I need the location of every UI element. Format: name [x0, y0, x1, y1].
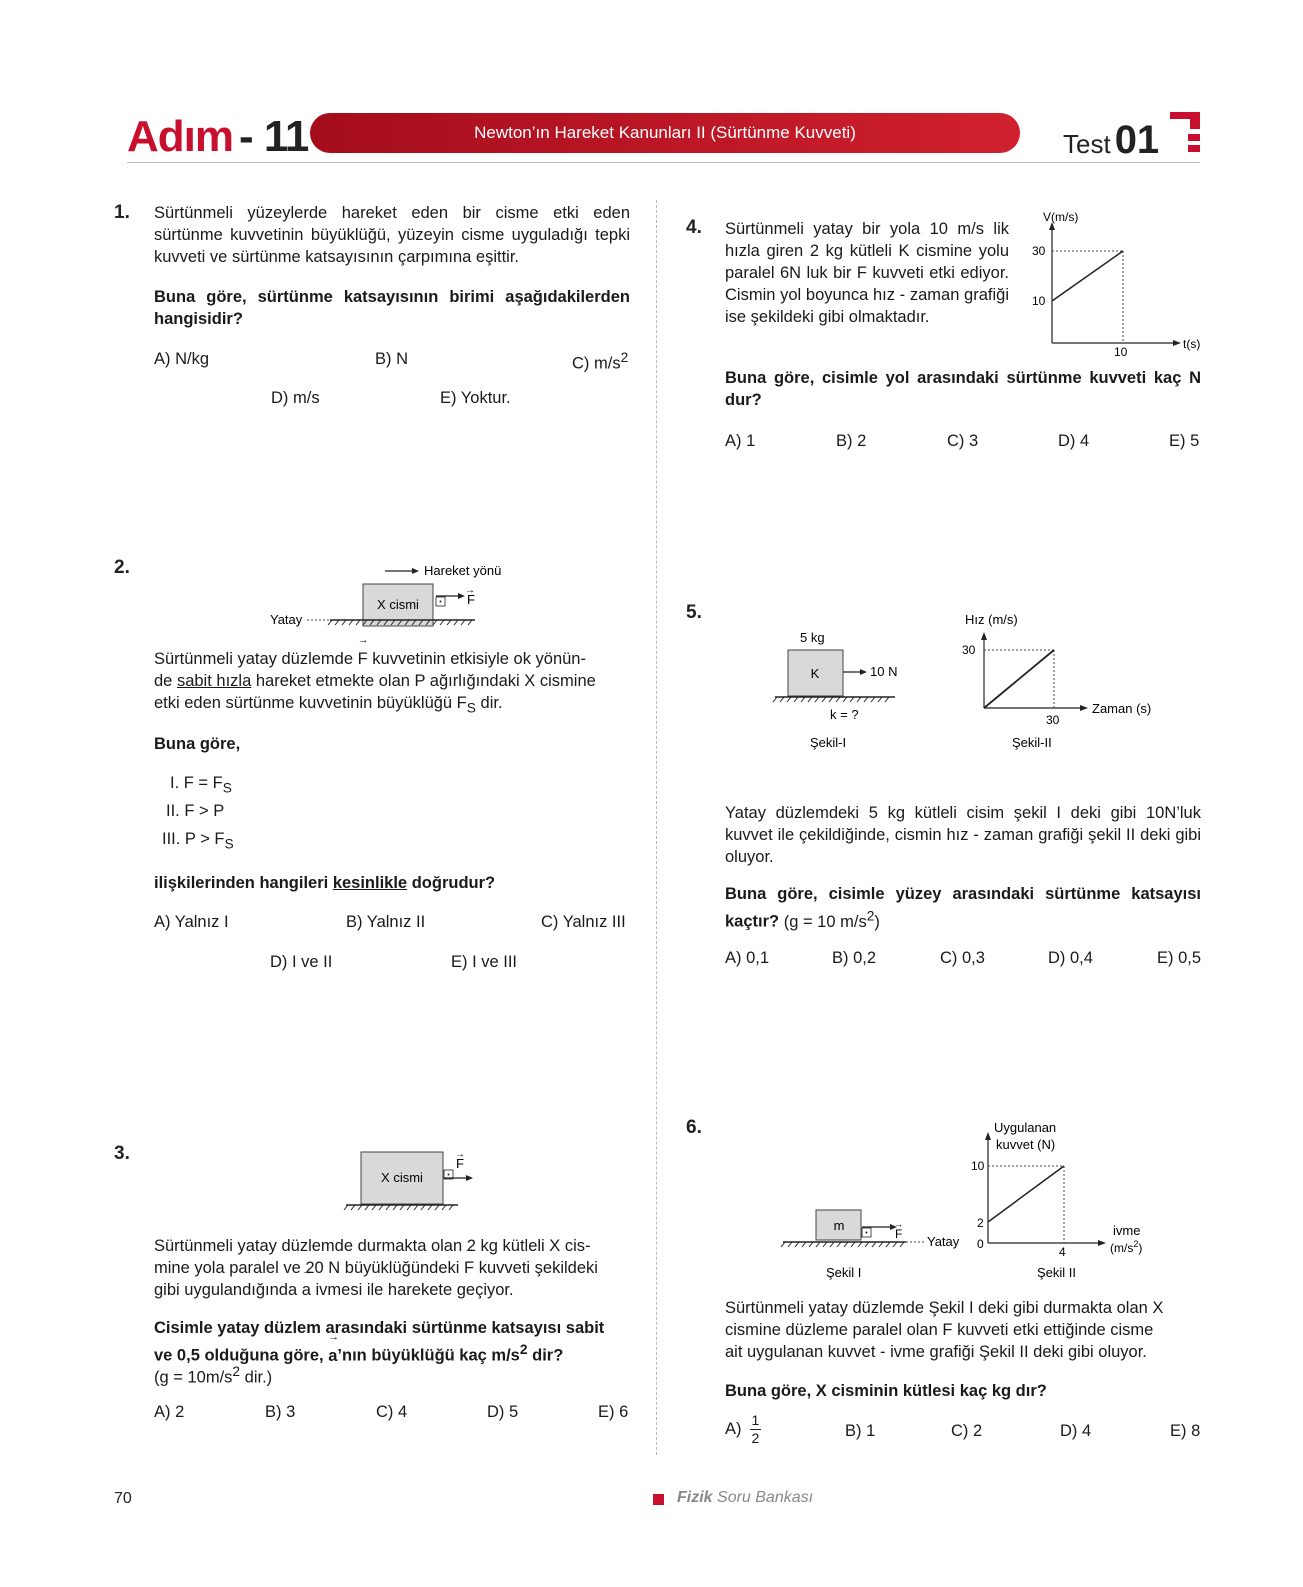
q6-fig2-ylabel1: Uygulanan [994, 1120, 1057, 1135]
question-3-number: 3. [114, 1143, 130, 1164]
q6-fig2-origin: 0 [977, 1237, 984, 1251]
q4-graph-xlabel: t(s) [1183, 337, 1201, 351]
svg-text:→: → [894, 1219, 903, 1229]
q3-option-d[interactable]: D) 5 [487, 1403, 519, 1421]
logo-number: - 11 [239, 112, 309, 161]
q2-prompt: ilişkilerinden hangileri kesinlikle doğrudur? [154, 874, 496, 892]
q3-option-b[interactable]: B) 3 [265, 1403, 296, 1421]
q3-figure [340, 1140, 490, 1220]
q6-fig1-box: m [833, 1218, 845, 1233]
question-4-text: Sürtünmeli yatay bir yola 10 m/s lik hızla giren 2 kg kütleli K cismine yolu paralel 6N luk bir F kuvveti etki ediyor. Cismin yol boyunca hız - zaman grafiği ise şekildeki gibi olmaktadır. [725, 220, 1009, 326]
test-mark-icon [1170, 112, 1200, 152]
q2-statement-1: I. $F = F_S$ [170, 774, 232, 796]
chapter-banner [310, 113, 1020, 153]
question-1-number: 1. [114, 202, 130, 223]
q6-option-a[interactable]: A) 1 2 [725, 1412, 760, 1446]
question-3-text: Sürtünmeli yatay düzlemde durmakta olan 2 kg kütleli X cis- mine yola paralel ve 20 N büyüklüğündeki → F kuvveti şekildeki gibi uygulandığında → a ivmesi ile harekete geçiyor. [154, 1235, 634, 1301]
q5-fig1-k: k = ? [830, 707, 859, 722]
q2-fig-force: F [467, 592, 475, 607]
q3-fig-box: X cismi [381, 1170, 423, 1185]
q5-fig2-xtick: 30 [1046, 713, 1060, 727]
q5-figure-2 [960, 610, 1160, 760]
q4-velocity-graph [1025, 208, 1205, 358]
question-2-text: Sürtünmeli yatay düzlemde → F kuvvetinin etkisiyle ok yönün- de sabit hızla hareket etmekte olan P ağırlığındaki X cismine etki eden sürtünme kuvvetinin büyüklüğü $F_S$ dir. [154, 648, 634, 719]
q5-fig2-xlabel: Zaman (s) [1092, 701, 1152, 716]
svg-text:→: → [455, 1149, 465, 1160]
q6-figure-2 [960, 1118, 1180, 1288]
question-3-prompt: Cisimle yatay düzlem arasındaki sürtünme katsayısı sabit ve 0,5 olduğuna göre, → a’nın büyüklüğü kaç $m/s^2$ dir? [154, 1317, 634, 1367]
q6-fig2-ylow: 2 [977, 1216, 984, 1230]
question-2-number: 2. [114, 557, 130, 578]
q6-figure-1 [778, 1205, 978, 1285]
question-1-prompt: Buna göre, sürtünme katsayısının birimi aşağıdakilerden hangisidir? [154, 288, 630, 328]
q4-graph-ymid: 10 [1032, 294, 1046, 308]
q5-fig2-ylabel: Hız (m/s) [965, 612, 1018, 627]
q2-fig-direction: Hareket yönü [424, 563, 502, 578]
question-6-prompt: Buna göre, X cisminin kütlesi kaç kg dır? [725, 1382, 1047, 1400]
q1-option-a[interactable]: A) N/kg [154, 350, 210, 368]
q2-statement-2: II. F > P [166, 802, 225, 820]
q3-option-a[interactable]: A) 2 [154, 1403, 185, 1421]
question-6-number: 6. [686, 1117, 702, 1138]
q6-fig2-xlabel2: $(m/s^2)$ [1110, 1239, 1143, 1255]
q1-option-e[interactable]: E) Yoktur. [440, 389, 511, 407]
q5-fig2-ytick: 30 [962, 643, 976, 657]
q6-option-d[interactable]: D) 4 [1060, 1422, 1092, 1440]
q4-graph-ytop: 30 [1032, 244, 1046, 258]
q2-option-c[interactable]: C) Yalnız III [541, 913, 626, 931]
q6-fig1-force: F [895, 1227, 903, 1241]
q5-fig1-box: K [810, 666, 820, 681]
q4-velocity-line [1052, 251, 1123, 301]
q4-option-c[interactable]: C) 3 [947, 432, 979, 450]
logo [127, 112, 308, 162]
question-5-prompt: Buna göre, cisimle yüzey arasındaki sürtünme katsayısı kaçtır? (g = 10 $m/s^2$) [725, 885, 1201, 931]
q6-fig1-caption: Şekil I [826, 1265, 862, 1280]
header-divider [127, 162, 1200, 163]
footer-book-title: Fizik Soru Bankası [677, 1489, 814, 1506]
svg-text:→: → [465, 585, 475, 596]
q3-option-c[interactable]: C) 4 [376, 1403, 408, 1421]
q6-option-e[interactable]: E) 8 [1170, 1422, 1201, 1440]
q6-fig1-surface: Yatay [927, 1234, 960, 1249]
q1-option-b[interactable]: B) N [375, 350, 408, 368]
q5-speed-line [984, 650, 1054, 708]
chapter-title: Newton’ın Hareket Kanunları II (Sürtünme Kuvveti) [474, 123, 856, 142]
q2-lead: Buna göre, [154, 735, 241, 753]
page-number: 70 [114, 1490, 132, 1507]
q6-option-b[interactable]: B) 1 [845, 1422, 876, 1440]
q4-option-d[interactable]: D) 4 [1058, 432, 1090, 450]
q4-graph-ylabel: V(m/s) [1043, 210, 1079, 224]
test-number: 01 [1114, 118, 1160, 162]
q4-option-b[interactable]: B) 2 [836, 432, 867, 450]
q5-option-a[interactable]: A) 0,1 [725, 949, 770, 967]
q2-option-d[interactable]: D) I ve II [270, 953, 333, 971]
q3-fig-force: F [456, 1156, 464, 1171]
q5-option-e[interactable]: E) 0,5 [1157, 949, 1202, 967]
test-label [1063, 118, 1159, 163]
q2-option-b[interactable]: B) Yalnız II [346, 913, 426, 931]
q2-option-a[interactable]: A) Yalnız I [154, 913, 229, 931]
q5-fig1-force: 10 N [870, 664, 898, 679]
logo-word: Adım [127, 112, 233, 161]
q3-option-e[interactable]: E) 6 [598, 1403, 629, 1421]
q2-fig-box: X cismi [377, 597, 419, 612]
q3-gravity-note: ($g = 10m/s^2$ dir.) [154, 1364, 273, 1387]
q5-option-d[interactable]: D) 0,4 [1048, 949, 1093, 967]
q1-option-c[interactable]: C) $m/s^2$ [572, 350, 629, 373]
question-5-text: Yatay düzlemdeki 5 kg kütleli cisim şekil I deki gibi 10N’luk kuvvet ile çekildiğinde, cismin hız - zaman grafiği şekil II deki gibi oluyor. [725, 804, 1201, 866]
q5-option-c[interactable]: C) 0,3 [940, 949, 985, 967]
q5-option-b[interactable]: B) 0,2 [832, 949, 877, 967]
q1-option-d[interactable]: D) m/s [271, 389, 320, 407]
q4-option-a[interactable]: A) 1 [725, 432, 756, 450]
q2-statement-3: III. $P > F_S$ [162, 830, 234, 852]
q2-figure [270, 560, 530, 640]
q6-option-c[interactable]: C) 2 [951, 1422, 983, 1440]
q5-fig1-caption: Şekil-I [810, 735, 847, 750]
q6-fig2-ytop: 10 [971, 1159, 985, 1173]
question-4-number: 4. [686, 217, 702, 238]
q2-option-e[interactable]: E) I ve III [451, 953, 518, 971]
q6-fig2-caption: Şekil II [1037, 1265, 1077, 1280]
q4-option-e[interactable]: E) 5 [1169, 432, 1200, 450]
footer-square-icon [653, 1494, 664, 1505]
q5-fig1-mass: 5 kg [800, 630, 825, 645]
q6-fig2-xlabel1: ivme [1113, 1223, 1141, 1238]
q6-fig2-ylabel2: kuvvet (N) [996, 1137, 1056, 1152]
q4-graph-xtick: 10 [1114, 345, 1128, 358]
test-word: Test [1063, 129, 1111, 159]
question-6-text: Sürtünmeli yatay düzlemde Şekil I deki gibi durmakta olan X cismine düzleme paralel olan → F kuvveti etki ettiğinde cisme ait uygulanan kuvvet - ivme grafiği Şekil II deki gibi oluyor. [725, 1297, 1205, 1363]
q5-figure-1 [770, 625, 910, 755]
q6-fig2-xtick: 4 [1059, 1245, 1066, 1259]
q5-fig2-caption: Şekil-II [1012, 735, 1052, 750]
q6-force-line [988, 1166, 1064, 1222]
column-divider [656, 200, 657, 1455]
question-5-number: 5. [686, 602, 702, 623]
question-1-text: Sürtünmeli yüzeylerde hareket eden bir cisme etki eden sürtünme kuvvetinin büyüklüğü, yüzeyin cisme uyguladığı tepki kuvveti ve sürtünme katsayısının çarpımına eşittir. [154, 204, 630, 266]
q2-fig-surface: Yatay [270, 612, 303, 627]
question-4-prompt: Buna göre, cisimle yol arasındaki sürtünme kuvveti kaç N dur? [725, 369, 1201, 409]
